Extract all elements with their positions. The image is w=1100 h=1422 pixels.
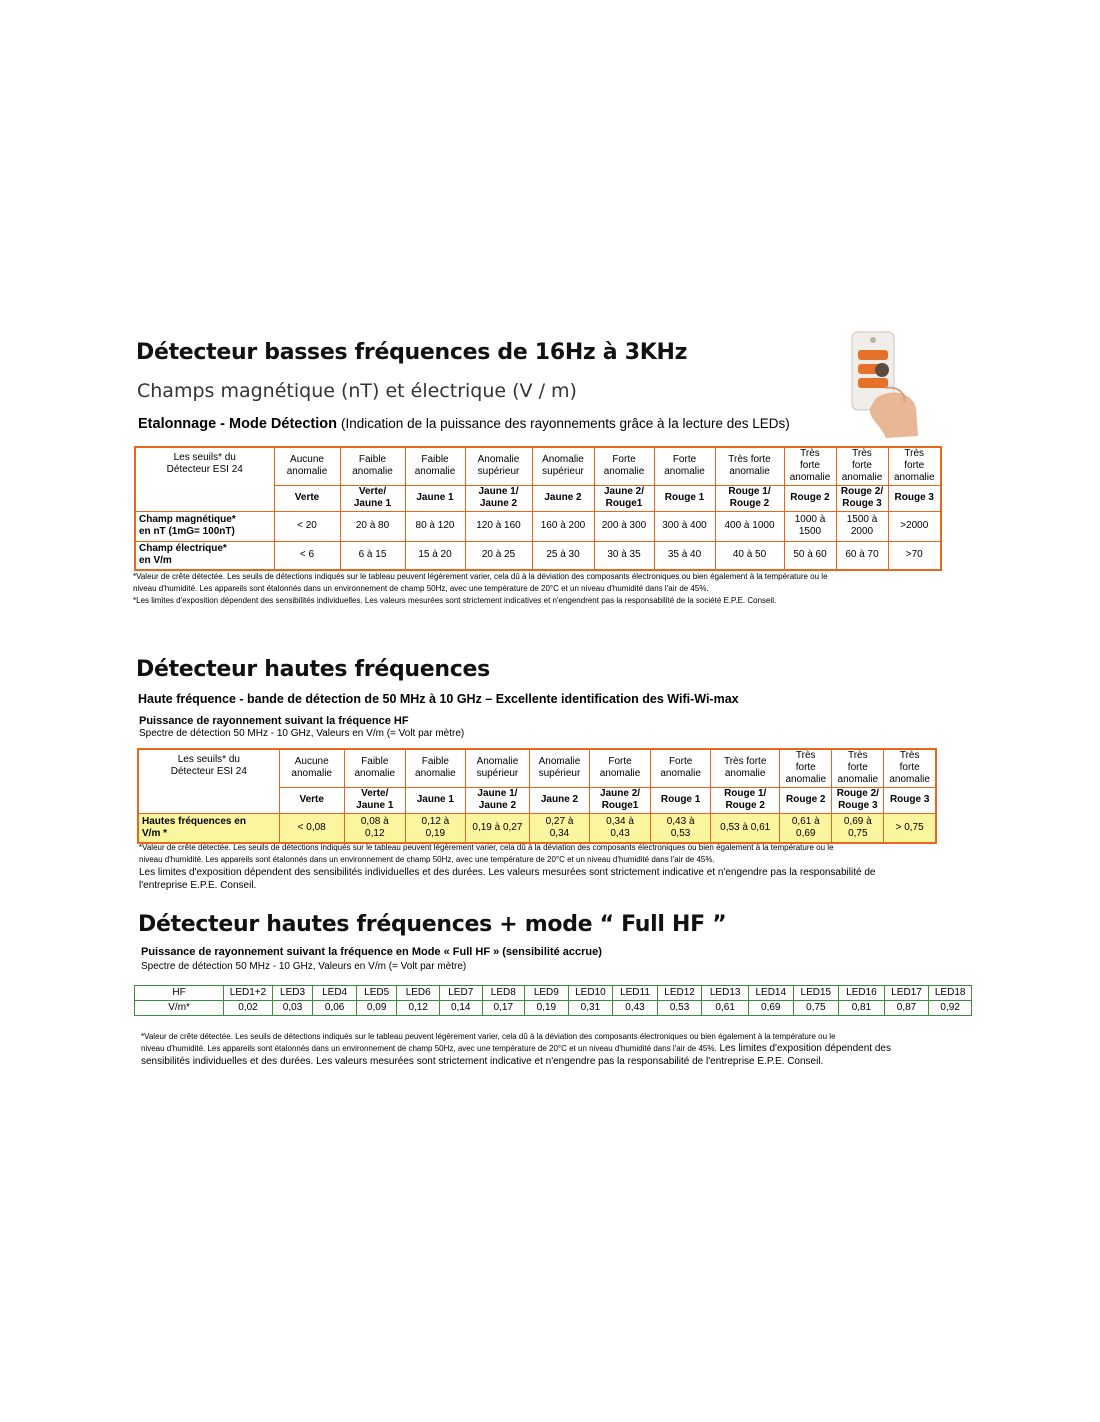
cell-line: 80 à 120 (415, 520, 455, 531)
value-cell (465, 541, 532, 570)
full-hf-value-row (135, 1001, 972, 1016)
full-hf-led-row (135, 986, 972, 1001)
level-cell (465, 749, 529, 787)
cell-line: 0,27 à (545, 815, 574, 827)
value-cell (654, 541, 715, 570)
cell-line: Rouge 2 (729, 498, 770, 509)
corner-line: Les seuils* du (173, 452, 236, 463)
led-value-cell: 0,03 (272, 1001, 313, 1016)
cell-line: anomalie (352, 466, 393, 478)
cell-line: Jaune 1 (353, 498, 392, 509)
cell-line: Jaune 2 (544, 492, 582, 503)
t2-hf-row (138, 813, 936, 843)
cell-line: >2000 (900, 520, 929, 531)
t1-level-row (135, 447, 941, 485)
value-cell (594, 541, 654, 570)
cell-line: Jaune 1 (416, 794, 454, 805)
t1-electric-row (135, 541, 941, 570)
value-cell (784, 541, 836, 570)
level-cell (279, 749, 344, 787)
note-line-mixed (141, 1043, 891, 1055)
cell-line: Verte/ (358, 486, 387, 497)
note-line: *Les limites d'exposition dépendent des sensibilités individuelles. Les valeurs mesurées sont strictement indicatives et n'engendrent pas la responsabilité de la société E.P.E. Conseil. (133, 596, 777, 605)
level-cell (884, 749, 936, 787)
led-color-cell (590, 787, 651, 813)
value-cell (529, 813, 589, 843)
section2-title: Détecteur hautes fréquences (136, 657, 490, 682)
cell-line: forte (847, 762, 868, 774)
note-large-part: Les limites d'exposition dépendent des (716, 1043, 891, 1054)
cell-line: 20 à 25 (481, 549, 516, 561)
cell-line: V/m * (142, 827, 168, 839)
corner-line: Détecteur ESI 24 (170, 766, 247, 777)
section1-mode (138, 416, 790, 432)
led-header-cell: LED5 (356, 986, 397, 1001)
value-cell (590, 813, 651, 843)
led-color-cell (888, 485, 941, 511)
led-header-cell: LED8 (482, 986, 525, 1001)
t1-corner-cell (135, 447, 274, 511)
cell-line: 30 à 35 (607, 549, 641, 561)
value-cell (784, 511, 836, 541)
level-cell (836, 447, 888, 485)
cell-line: 15 à 20 (418, 549, 452, 561)
cell-line: Verte (299, 794, 324, 805)
cell-line: anomalie (414, 466, 456, 478)
cell-line: >70 (905, 549, 923, 561)
value-cell (532, 541, 594, 570)
level-cell (651, 749, 711, 787)
cell-line: Jaune 1 (416, 492, 454, 503)
cell-line: Verte/ (361, 788, 389, 799)
cell-line: > 0,75 (895, 821, 924, 833)
note-line: sensibilités individuelles et des durées. Les valeurs mesurées sont strictement indicative et n'engendre pas la responsabilité de l'entreprise E.P.E. Conseil. (141, 1056, 824, 1067)
cell-line: Jaune 1/ (477, 788, 518, 799)
cell-line: forte (851, 460, 872, 472)
led-value-cell: 0,12 (397, 1001, 440, 1016)
cell-line: Faible (361, 756, 389, 768)
section1-notes (133, 571, 828, 607)
section1-subtitle: Champs magnétique (nT) et électrique (V / m) (137, 380, 577, 402)
cell-line: anomalie (789, 472, 831, 484)
led-color-cell (711, 787, 780, 813)
row-label (135, 511, 274, 541)
cell-line: Rouge 2/ (836, 788, 879, 799)
cell-line: Rouge 1/ (728, 486, 771, 497)
cell-line: Très (899, 750, 920, 762)
led-color-cell (884, 787, 936, 813)
cell-line: Rouge 3 (842, 498, 882, 509)
led-color-cell (344, 787, 405, 813)
cell-line: Rouge 1/ (724, 788, 767, 799)
level-cell (405, 447, 465, 485)
value-cell (405, 813, 465, 843)
cell-line: 120 à 160 (476, 520, 521, 531)
led-value-cell: 0,69 (748, 1001, 793, 1016)
note-line: l'entreprise E.P.E. Conseil. (139, 880, 257, 891)
cell-line: forte (899, 762, 920, 774)
note-line: niveau d'humidité. Les appareils sont étalonnés dans un environnement de champ 50Hz, avec une température de 20°C et un niveau d'humidité dans l'air de 45%. (139, 855, 715, 864)
note-line: niveau d'humidité. Les appareils sont étalonnés dans un environnement de champ 50Hz, avec une température de 20°C et un niveau d'humidité dans l'air de 45%. (133, 584, 709, 593)
section2-subtitle: Haute fréquence - bande de détection de 50 MHz à 10 GHz – Excellente identification des Wifi-Wi-max (138, 692, 739, 706)
cell-line: anomalie (660, 768, 701, 780)
cell-line: 400 à 1000 (724, 520, 775, 531)
led-color-cell (780, 787, 832, 813)
value-cell (274, 541, 340, 570)
cell-line: Rouge 1 (660, 794, 701, 805)
cell-line: 0,43 (610, 827, 630, 839)
cell-line: Forte (672, 454, 697, 466)
cell-line: anomalie (724, 768, 766, 780)
led-header-cell: LED10 (568, 986, 613, 1001)
level-cell (529, 749, 589, 787)
cell-line: Rouge 2/ (840, 486, 884, 497)
value-cell (654, 511, 715, 541)
value-cell (594, 511, 654, 541)
led-header-cell: LED17 (884, 986, 929, 1001)
cell-line: Hautes fréquences en (142, 815, 246, 827)
led-color-cell (405, 485, 465, 511)
led-header-cell: LED3 (272, 986, 313, 1001)
cell-line: < 6 (299, 549, 315, 561)
led-value-cell: 0,53 (657, 1001, 702, 1016)
cell-line: 1500 (798, 526, 822, 537)
cell-line: 0,53 à 0,61 (720, 821, 771, 833)
low-frequency-table (134, 446, 942, 571)
value-cell (340, 541, 405, 570)
led-color-cell (405, 787, 465, 813)
led-value-cell: 0,92 (929, 1001, 972, 1016)
level-cell (780, 749, 832, 787)
value-cell (532, 511, 594, 541)
cell-line: 0,19 (425, 827, 446, 839)
cell-line: supérieur (476, 768, 519, 780)
cell-line: Très (847, 750, 868, 762)
led-value-cell: 0,31 (568, 1001, 613, 1016)
led-header-cell: LED14 (748, 986, 793, 1001)
cell-line: anomalie (354, 768, 396, 780)
cell-line: Anomalie (538, 756, 581, 768)
section1-title: Détecteur basses fréquences de 16Hz à 3KHz (136, 340, 688, 365)
cell-line: Jaune 1 (356, 800, 394, 811)
cell-line: anomalie (603, 466, 645, 478)
value-cell (888, 511, 941, 541)
cell-line: Très (852, 448, 872, 460)
level-cell (784, 447, 836, 485)
led-header-cell: LED9 (525, 986, 569, 1001)
cell-line: Aucune (290, 454, 324, 466)
value-cell (344, 813, 405, 843)
note-small-part: niveau d'humidité. Les appareils sont étalonnés dans un environnement de champ 50Hz, avec une température de 20°C et un niveau d'humidité dans l'air de 45%. (141, 1044, 717, 1053)
cell-line: Rouge 2 (786, 794, 826, 805)
cell-line: 0,53 (670, 827, 691, 839)
cell-line: Champ magnétique* (139, 514, 236, 525)
section3-spectrum: Spectre de détection 50 MHz - 10 GHz, Valeurs en V/m (= Volt par mètre) (141, 961, 467, 972)
value-cell (832, 813, 884, 843)
value-cell (651, 813, 711, 843)
led-color-cell (465, 485, 532, 511)
t2-corner-cell (138, 749, 279, 813)
led-header-cell: LED7 (439, 986, 482, 1001)
cell-line: 2000 (850, 526, 874, 537)
section1-mode-bold: Etalonnage - Mode Détection (138, 416, 337, 432)
level-cell (465, 447, 532, 485)
cell-line: Rouge 3 (894, 492, 934, 503)
cell-line: Champ électrique* (139, 543, 227, 555)
cell-line: Faible (358, 454, 387, 466)
level-cell (590, 749, 651, 787)
cell-line: 25 à 30 (546, 549, 580, 561)
led-header-cell: LED12 (657, 986, 702, 1001)
section3-title: Détecteur hautes fréquences + mode “ Full HF ” (138, 912, 727, 937)
value-cell (780, 813, 832, 843)
cell-line: Aucune (294, 756, 329, 768)
cell-line: Rouge1 (605, 498, 643, 509)
cell-line: 0,12 à (421, 815, 450, 827)
cell-line: 20 à 80 (355, 520, 390, 531)
cell-line: 0,61 à (791, 815, 820, 827)
section1-mode-desc: (Indication de la puissance des rayonnements grâce à la lecture des LEDs) (341, 416, 790, 431)
level-cell (888, 447, 941, 485)
led-header-cell: LED16 (839, 986, 885, 1001)
cell-line: Rouge1 (601, 800, 639, 811)
value-cell (274, 511, 340, 541)
cell-line: anomalie (599, 768, 641, 780)
led-value-cell: 0,19 (525, 1001, 569, 1016)
cell-line: supérieur (542, 466, 584, 478)
cell-line: forte (795, 762, 816, 774)
high-frequency-table (137, 748, 937, 844)
level-cell (711, 749, 780, 787)
cell-line: Jaune 2 (540, 794, 579, 805)
cell-line: anomalie (785, 774, 827, 786)
cell-line: Très forte (723, 756, 767, 768)
note-line: *Valeur de crête détectée. Les seuils de détections indiqués sur le tableau peuvent légèrement varier, cela dû à la déviation des composants électroniques ou bien également à la température ou le (141, 1032, 836, 1041)
cell-line: supérieur (538, 768, 581, 780)
level-cell (405, 749, 465, 787)
cell-line: Anomalie (542, 454, 584, 466)
cell-line: anomalie (286, 466, 328, 478)
cell-line: Forte (668, 756, 693, 768)
level-cell (274, 447, 340, 485)
led-color-cell (529, 787, 589, 813)
led-header-cell: LED18 (929, 986, 972, 1001)
level-cell (344, 749, 405, 787)
cell-line: 0,08 à (360, 815, 389, 827)
cell-line: Jaune 2/ (603, 486, 645, 497)
cell-line: en V/m (139, 555, 172, 567)
led-color-cell (340, 485, 405, 511)
section3-power: Puissance de rayonnement suivant la fréquence en Mode « Full HF » (sensibilité accrue) (141, 946, 602, 958)
cell-line: 40 à 50 (732, 549, 767, 561)
cell-line: 300 à 400 (662, 520, 707, 531)
cell-line: forte (799, 460, 820, 472)
cell-line: anomalie (664, 466, 705, 478)
level-cell (715, 447, 784, 485)
cell-line: Jaune 1/ (478, 486, 519, 497)
cell-line: forte (904, 460, 925, 472)
section2-power: Puissance de rayonnement suivant la fréquence HF (139, 715, 409, 727)
led-color-cell (532, 485, 594, 511)
cell-line: < 0,08 (297, 821, 326, 833)
led-value-cell: 0,61 (702, 1001, 749, 1016)
cell-line: Verte (294, 492, 320, 503)
note-line: *Valeur de crête détectée. Les seuils de détections indiqués sur le tableau peuvent légèrement varier, cela dû à la déviation des composants électroniques ou bien également à la température ou le (133, 572, 828, 581)
value-cell (888, 541, 941, 570)
cell-line: 0,69 (796, 827, 816, 839)
cell-line: anomalie (889, 774, 930, 786)
cell-line: 50 à 60 (793, 549, 827, 561)
cell-line: 6 à 15 (358, 549, 387, 561)
row-label (138, 813, 279, 843)
cell-line: Très (795, 750, 816, 762)
cell-line: Forte (612, 454, 636, 466)
led-value-cell: 0,75 (793, 1001, 839, 1016)
cell-line: 35 à 40 (667, 549, 702, 561)
led-value-cell: 0,17 (482, 1001, 525, 1016)
value-cell (711, 813, 780, 843)
led-header-cell: LED11 (613, 986, 658, 1001)
corner-line: Détecteur ESI 24 (166, 464, 243, 475)
cell-line: Jaune 2 (478, 800, 517, 811)
cell-line: 60 à 70 (845, 549, 879, 561)
section2-notes-small (139, 842, 834, 866)
value-cell (340, 511, 405, 541)
level-cell (532, 447, 594, 485)
cell-line: Très (904, 448, 925, 460)
level-cell (594, 447, 654, 485)
level-cell (832, 749, 884, 787)
cell-line: anomalie (893, 472, 935, 484)
section2-spectrum: Spectre de détection 50 MHz - 10 GHz, Valeurs en V/m (= Volt par mètre) (139, 728, 465, 739)
led-color-cell (279, 787, 344, 813)
led-header-cell: LED1+2 (224, 986, 273, 1001)
value-cell (279, 813, 344, 843)
cell-line: anomalie (837, 774, 879, 786)
cell-line: 0,34 (549, 827, 570, 839)
section2-notes-large (139, 866, 875, 892)
value-cell (715, 511, 784, 541)
cell-line: Rouge 3 (838, 800, 878, 811)
value-cell (405, 511, 465, 541)
led-color-cell (784, 485, 836, 511)
led-value-cell: 0,43 (613, 1001, 658, 1016)
cell-line: anomalie (415, 768, 456, 780)
cell-line: 0,43 à (666, 815, 695, 827)
cell-line: Forte (608, 756, 632, 768)
cell-line: anomalie (841, 472, 883, 484)
cell-line: 0,12 (365, 827, 385, 839)
value-cell (836, 511, 888, 541)
cell-line: Anomalie (477, 454, 520, 466)
cell-line: Anomalie (476, 756, 519, 768)
cell-line: 160 à 200 (540, 520, 586, 531)
value-cell (465, 511, 532, 541)
led-value-cell: 0,14 (439, 1001, 482, 1016)
led-color-cell (594, 485, 654, 511)
led-value-cell: 0,81 (839, 1001, 885, 1016)
led-color-cell (274, 485, 340, 511)
value-cell (465, 813, 529, 843)
led-header-cell: LED13 (702, 986, 749, 1001)
led-header-cell: LED4 (313, 986, 357, 1001)
full-hf-row-label: V/m* (135, 1001, 224, 1016)
cell-line: Faible (421, 756, 449, 768)
t2-level-row (138, 749, 936, 787)
cell-line: Faible (421, 454, 449, 466)
full-hf-row-label: HF (135, 986, 224, 1001)
led-color-cell (836, 485, 888, 511)
cell-line: supérieur (477, 466, 520, 478)
cell-line: Rouge 1 (664, 492, 705, 503)
value-cell (884, 813, 936, 843)
cell-line: 0,75 (848, 827, 868, 839)
section3-notes (141, 1031, 891, 1068)
value-cell (836, 541, 888, 570)
corner-line: Les seuils* du (177, 754, 240, 765)
cell-line: en nT (1mG= 100nT) (139, 526, 235, 537)
cell-line: Très (800, 448, 820, 460)
cell-line: Rouge 2 (725, 800, 765, 811)
t1-magnetic-row (135, 511, 941, 541)
cell-line: 0,34 à (606, 815, 634, 827)
cell-line: anomalie (291, 768, 332, 780)
cell-line: Rouge 2 (790, 492, 830, 503)
note-line: Les limites d'exposition dépendent des sensibilités individuelles et des durées. Les valeurs mesurées sont strictement indicative et n'engendre pas la responsabilité de (139, 867, 876, 878)
led-value-cell: 0,02 (224, 1001, 273, 1016)
cell-line: 0,69 à (843, 815, 872, 827)
cell-line: anomalie (729, 466, 770, 478)
cell-line: 200 à 300 (601, 520, 647, 531)
led-value-cell: 0,06 (313, 1001, 357, 1016)
row-label (135, 541, 274, 570)
value-cell (715, 541, 784, 570)
value-cell (405, 541, 465, 570)
cell-line: 0,19 à 0,27 (472, 821, 523, 833)
cell-line: < 20 (297, 520, 317, 531)
led-value-cell: 0,09 (356, 1001, 397, 1016)
cell-line: 1500 à (846, 514, 878, 525)
level-cell (340, 447, 405, 485)
level-cell (654, 447, 715, 485)
cell-line: Rouge 3 (889, 794, 930, 805)
cell-line: Jaune 2/ (600, 788, 641, 799)
full-hf-table (134, 985, 972, 1016)
led-value-cell: 0,87 (884, 1001, 929, 1016)
led-color-cell (651, 787, 711, 813)
cell-line: Très forte (728, 454, 771, 466)
led-color-cell (465, 787, 529, 813)
cell-line: Jaune 2 (479, 498, 518, 509)
cell-line: 1000 à (794, 514, 826, 525)
detector-device-photo (846, 328, 922, 440)
led-header-cell: LED6 (397, 986, 440, 1001)
note-line: *Valeur de crête détectée. Les seuils de détections indiqués sur le tableau peuvent légèrement varier, cela dû à la déviation des composants électroniques ou bien également à la température ou le (139, 843, 834, 852)
led-header-cell: LED15 (793, 986, 839, 1001)
led-color-cell (832, 787, 884, 813)
led-color-cell (715, 485, 784, 511)
led-color-cell (654, 485, 715, 511)
